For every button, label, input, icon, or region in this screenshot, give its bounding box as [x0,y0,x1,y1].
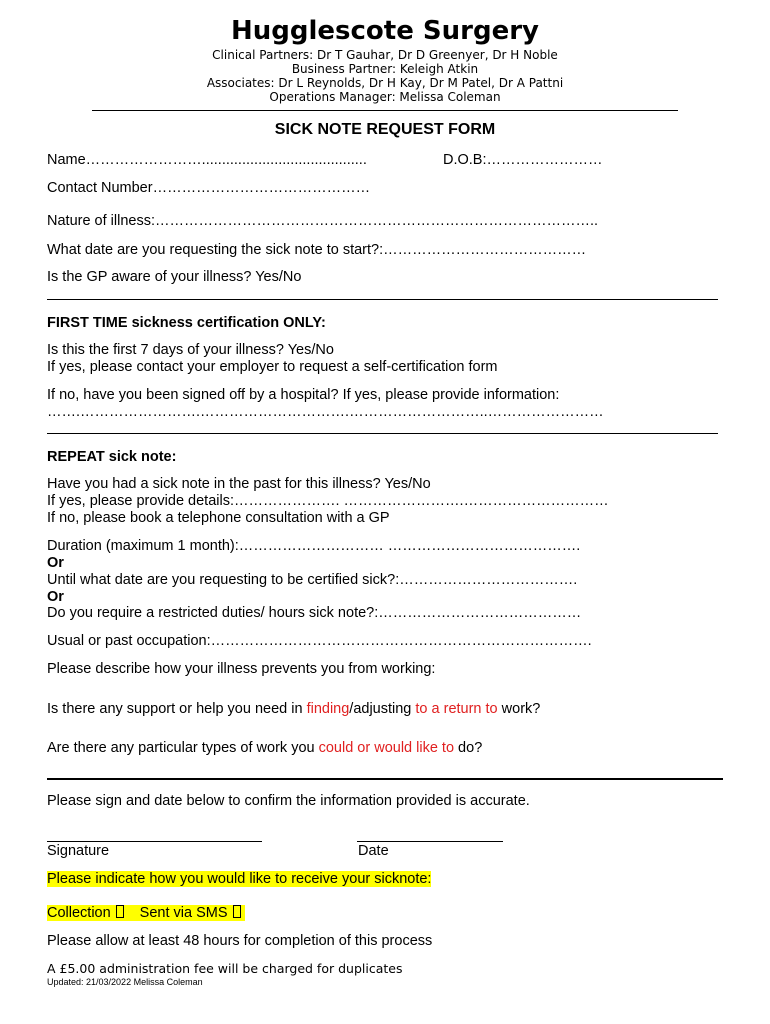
collection-checkbox[interactable] [116,905,124,918]
past-note-question[interactable]: Have you had a sick note in the past for this illness? Yes/No [47,476,431,492]
work-types-question [47,740,482,756]
name-field[interactable]: Name……………………......................................... [47,152,367,168]
delivery-options [47,905,245,921]
support-text: work? [497,701,541,717]
form-title: SICK NOTE REQUEST FORM [274,121,496,138]
receive-prompt: Please indicate how you would like to receive your sicknote: [47,871,432,887]
signature-line[interactable] [47,841,262,842]
contact-number-field[interactable]: Contact Number……………………………………… [47,180,371,196]
occupation-field[interactable]: Usual or past occupation:……………………………………………………………………. [47,633,592,649]
start-date-field[interactable]: What date are you requesting the sick note to start?:…………………………………… [47,242,587,258]
support-text: Is there any support or help you need in [47,701,307,717]
work-types-text: Are there any particular types of work you [47,740,319,756]
telephone-consultation-text: If no, please book a telephone consultation with a GP [47,510,390,526]
signoff-divider [47,778,723,780]
contact-employer-text: If yes, please contact your employer to request a self-certification form [47,359,498,375]
first-7-days-question[interactable]: Is this the first 7 days of your illness? Yes/No [47,342,334,358]
or-separator: Or [47,589,64,605]
clinical-partners: Clinical Partners: Dr T Gauhar, Dr D Greenyer, Dr H Noble [212,48,558,62]
support-text-red: finding [306,701,350,717]
date-line[interactable] [357,841,503,842]
business-partner: Business Partner: Keleigh Atkin [291,62,479,76]
sms-checkbox[interactable] [233,905,241,918]
practice-name: Hugglescote Surgery [231,16,539,46]
signature-label: Signature [47,843,110,859]
duplicate-fee-text: A £5.00 administration fee will be charged for duplicates [47,961,403,976]
allow-48-hours-text: Please allow at least 48 hours for completion of this process [47,933,433,949]
or-separator: Or [47,555,64,571]
details-field[interactable]: If yes, please provide details:…………………. …………………….………………………… [47,493,609,509]
nature-of-illness-field[interactable]: Nature of illness:……………………………………………………………………………….. [47,213,599,229]
section-divider [47,299,718,300]
illness-prevents-question: Please describe how your illness prevents you from working: [47,661,436,677]
support-question [47,701,540,717]
restricted-duties-field[interactable]: Do you require a restricted duties/ hours sick note?:…………………………………… [47,605,582,621]
collection-label: Collection [47,905,111,921]
work-types-text: do? [454,740,483,756]
sms-label: Sent via SMS [139,905,228,921]
associates: Associates: Dr L Reynolds, Dr H Kay, Dr M Patel, Dr A Pattni [206,76,564,90]
operations-manager: Operations Manager: Melissa Coleman [269,90,501,104]
sms-option[interactable] [140,905,241,921]
section-divider [47,433,718,434]
hospital-info-field[interactable]: …….…………………….………………………….………………………..…………………… [47,404,604,420]
first-time-heading: FIRST TIME sickness certification ONLY: [47,315,326,331]
header-divider [92,110,678,111]
support-text: /adjusting [349,701,416,717]
gp-aware-question[interactable]: Is the GP aware of your illness? Yes/No [47,269,302,285]
until-date-field[interactable]: Until what date are you requesting to be certified sick?:………………………………. [47,572,578,588]
collection-option[interactable] [47,905,124,921]
repeat-heading: REPEAT sick note: [47,449,177,465]
hospital-question: If no, have you been signed off by a hospital? If yes, please provide information: [47,387,560,403]
dob-field[interactable]: D.O.B:…………………… [443,152,603,168]
date-label: Date [358,843,389,859]
support-text-red: to a return to [415,701,498,717]
confirm-text: Please sign and date below to confirm the information provided is accurate. [47,793,530,809]
work-types-text-red: could or would like to [318,740,455,756]
updated-footer: Updated: 21/03/2022 Melissa Coleman [47,977,203,987]
duration-field[interactable]: Duration (maximum 1 month):………………………… …………………………………. [47,538,581,554]
